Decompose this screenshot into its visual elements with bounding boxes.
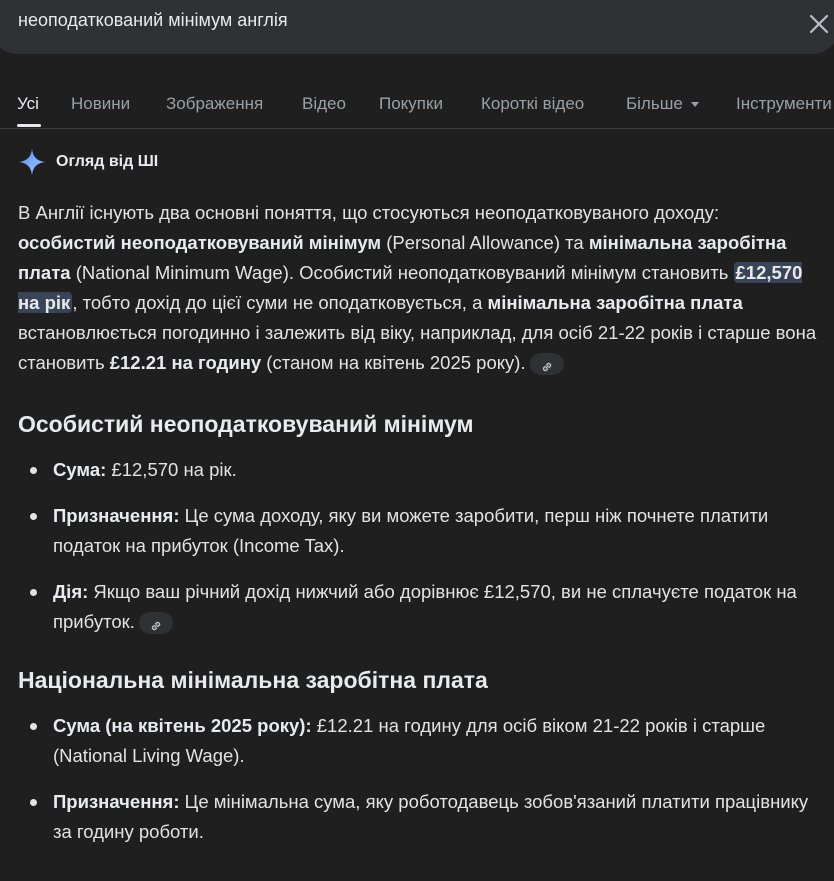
link-icon xyxy=(149,619,163,633)
link-icon xyxy=(540,360,554,374)
intro-bold: £12.21 на годину xyxy=(109,352,262,373)
section-heading: Особистий неоподатковуваний мінімум xyxy=(18,411,474,437)
intro-bold: мінімальна заробітна плата xyxy=(18,232,787,283)
ai-overview-title: Огляд від ШІ xyxy=(56,153,159,170)
search-input[interactable]: неоподаткований мінімум англія xyxy=(18,10,288,30)
close-icon[interactable] xyxy=(808,13,830,35)
item-text: Якщо ваш річний дохід нижчий або дорівнює £12,570, ви не сплачуєте податок на прибуток. xyxy=(53,581,797,632)
tab-all[interactable]: Усі xyxy=(17,94,39,113)
item-label: Сума (на квітень 2025 року): xyxy=(53,715,312,736)
highlighted-amount: £12,570 на рік xyxy=(18,262,803,313)
item-label: Сума: xyxy=(53,459,107,480)
intro-text: встановлюється погодинно і залежить від віку, наприклад, для осіб 21-22 років і старше вона становить xyxy=(18,322,817,373)
item-label: Дія: xyxy=(53,581,89,602)
intro-bold: мінімальна заробітна плата xyxy=(487,292,743,313)
list-item xyxy=(18,501,818,561)
item-text: Це мінімальна сума, яку роботодавець зобов'язаний платити працівнику за годину роботи. xyxy=(53,791,809,842)
intro-text: В Англії існують два основні поняття, що стосуються неоподатковуваного доходу: xyxy=(18,202,720,223)
tab-images[interactable]: Зображення xyxy=(166,94,264,113)
list-item xyxy=(18,577,818,637)
item-text: Це сума доходу, яку ви можете заробити, перш ніж почнете платити податок на прибуток (Income Tax). xyxy=(53,505,769,556)
chevron-down-icon xyxy=(691,102,699,107)
tab-shopping[interactable]: Покупки xyxy=(379,94,443,113)
tab-more[interactable] xyxy=(626,94,699,114)
source-link-button[interactable] xyxy=(139,612,173,634)
tab-tools[interactable]: Інструменти xyxy=(736,94,832,113)
ai-overview-header xyxy=(18,148,158,176)
list-item xyxy=(18,455,818,485)
tab-videos[interactable]: Відео xyxy=(302,94,346,113)
section-heading: Національна мінімальна заробітна плата xyxy=(18,667,488,693)
item-label: Призначення: xyxy=(53,791,180,812)
intro-bold: особистий неоподатковуваний мінімум xyxy=(18,232,382,253)
active-tab-indicator xyxy=(17,124,41,127)
intro-text: (станом на квітень 2025 року). xyxy=(261,352,526,373)
search-tabs xyxy=(0,82,834,129)
item-label: Призначення: xyxy=(53,505,180,526)
list-item xyxy=(18,787,818,847)
item-text: £12,570 на рік. xyxy=(106,459,237,480)
item-text: £12.21 на годину для осіб віком 21-22 років і старше (National Living Wage). xyxy=(53,715,766,766)
list-item xyxy=(18,711,818,771)
intro-text: (National Minimum Wage). Особистий неоподатковуваний мінімум становить xyxy=(70,262,734,283)
tab-news[interactable]: Новини xyxy=(71,94,131,113)
tab-short-videos[interactable]: Короткі відео xyxy=(481,94,585,113)
intro-text: , тобто дохід до цієї суми не оподатковується, а xyxy=(72,292,488,313)
ai-overview-content xyxy=(18,198,818,847)
source-link-button[interactable] xyxy=(530,353,564,375)
tab-more-label: Більше xyxy=(626,94,683,113)
intro-text: (Personal Allowance) та xyxy=(381,232,589,253)
sparkle-icon xyxy=(18,148,46,176)
bullet-list xyxy=(18,711,818,847)
bullet-list xyxy=(18,455,818,637)
intro-paragraph xyxy=(18,198,818,378)
